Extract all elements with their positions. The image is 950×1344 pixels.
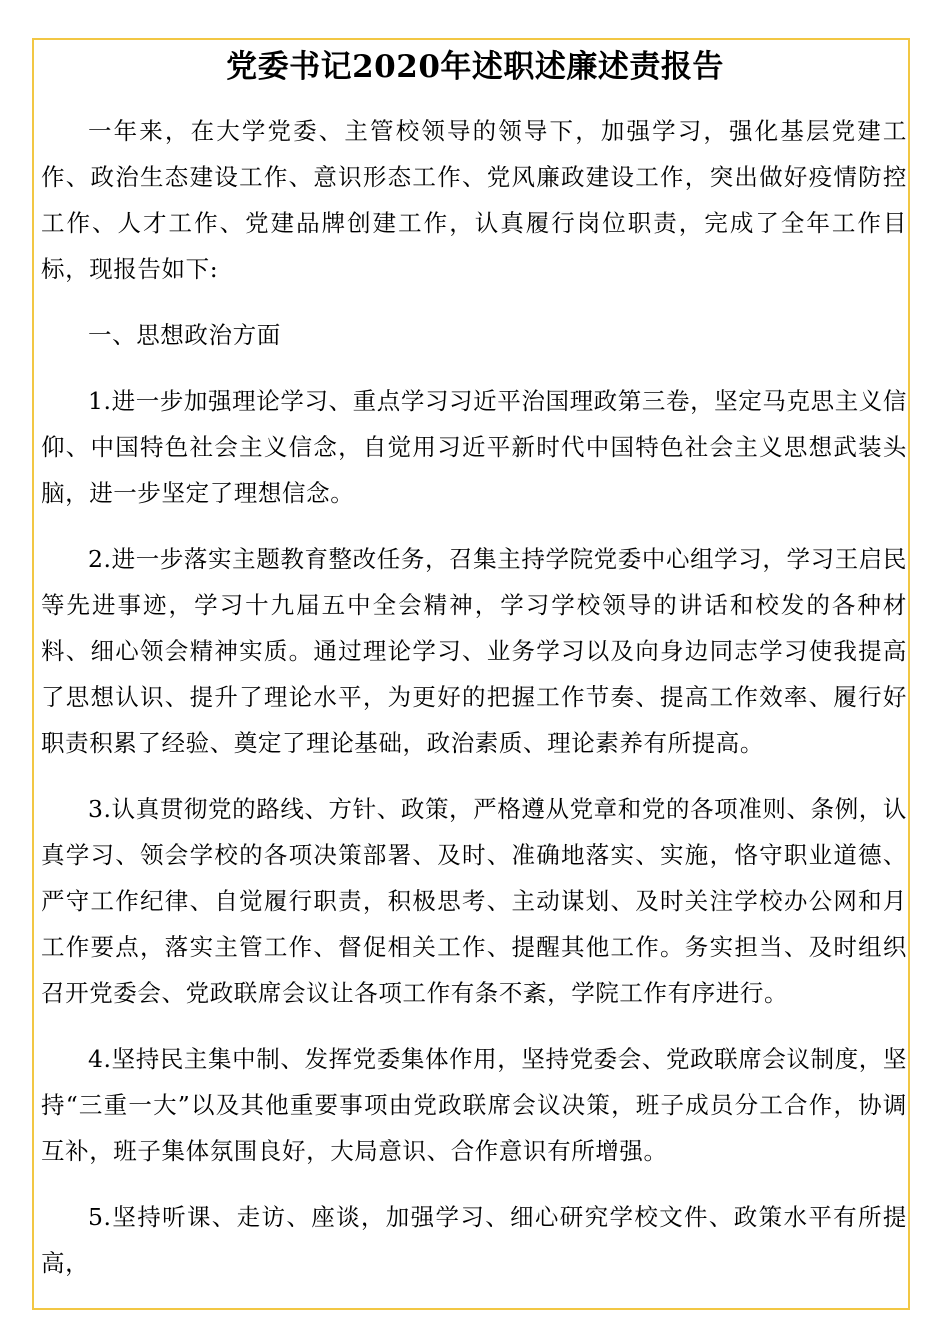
item-4-paragraph: 4.坚持民主集中制、发挥党委集体作用，坚持党委会、党政联席会议制度，坚持“三重一大”以及其他重要事项由党政联席会议决策，班子成员分工合作，协调互补，班子集体氛围良好，大局意识、合作意识有所增强。 (41, 1045, 907, 1165)
item-1-paragraph: 1.进一步加强理论学习、重点学习习近平治国理政第三卷，坚定马克思主义信仰、中国特色社会主义信念，自觉用习近平新时代中国特色社会主义思想武装头脑，进一步坚定了理想信念。 (41, 387, 907, 507)
intro-paragraph: 一年来，在大学党委、主管校领导的领导下，加强学习，强化基层党建工作、政治生态建设工作、意识形态工作、党风廉政建设工作，突出做好疫情防控工作、人才工作、党建品牌创建工作，认真履行岗位职责，完成了全年工作目标，现报告如下: (41, 117, 907, 283)
document-body (41, 108, 907, 1286)
item-5-paragraph: 5.坚持听课、走访、座谈，加强学习、细心研究学校文件、政策水平有所提高， (41, 1203, 907, 1277)
section-heading-ideology: 一、思想政治方面 (88, 321, 281, 349)
document-title: 党委书记2020年述职述廉述责报告 (226, 49, 724, 85)
item-3-paragraph: 3.认真贯彻党的路线、方针、政策，严格遵从党章和党的各项准则、条例，认真学习、领会学校的各项决策部署、及时、准确地落实、实施，恪守职业道德、严守工作纪律、自觉履行职责，积极思考、主动谋划、及时关注学校办公网和月工作要点，落实主管工作、督促相关工作、提醒其他工作。务实担当、及时组织召开党委会、党政联席会议让各项工作有条不紊，学院工作有序进行。 (41, 795, 907, 1007)
item-2-paragraph: 2.进一步落实主题教育整改任务，召集主持学院党委中心组学习，学习王启民等先进事迹，学习十九届五中全会精神，学习学校领导的讲话和校发的各种材料、细心领会精神实质。通过理论学习、业务学习以及向身边同志学习使我提高了思想认识、提升了理论水平，为更好的把握工作节奏、提高工作效率、履行好职责积累了经验、奠定了理论基础，政治素质、理论素养有所提高。 (41, 545, 907, 757)
